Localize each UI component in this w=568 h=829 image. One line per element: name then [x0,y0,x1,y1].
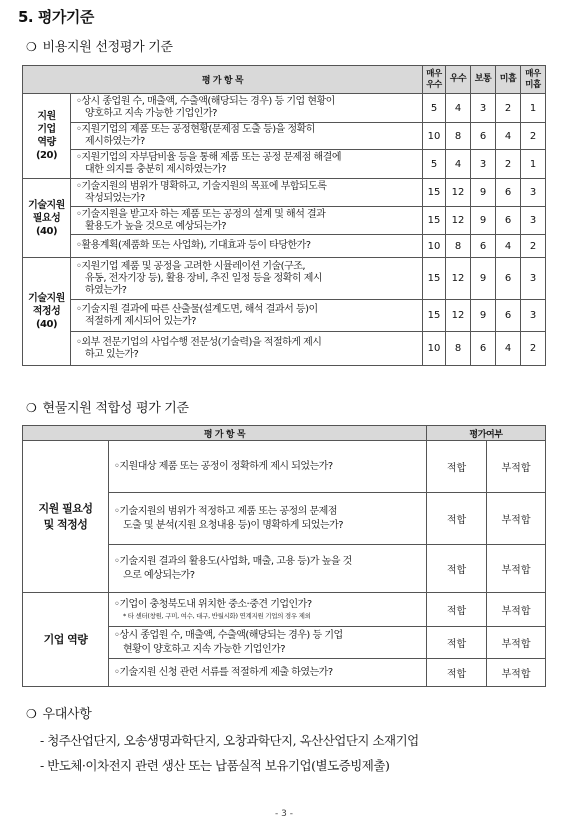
score-value: 1 [521,94,546,123]
score-value: 10 [423,332,446,366]
table-row [23,332,546,366]
header-score-label: 우수 [449,74,467,84]
category-label: 지원 [37,111,56,122]
header-result [427,426,546,441]
category-label: 및 적정성 [43,517,88,531]
header-score-1 [446,66,471,94]
criteria-line: ◦기술지원의 범위가 적정하고 제품 또는 공정의 문제점 [114,505,337,517]
header-score-4 [521,66,546,94]
score-value: 9 [471,179,496,207]
header-evaluation-items [23,66,423,94]
table-header-row [23,426,546,441]
criteria-note: * 타 센터(창원, 구미, 여수, 대구, 반월시화) 연계지원 기업의 경우 제외 [123,612,311,620]
score-value: 15 [423,207,446,235]
section1-heading-text: 비용지원 선정평가 기준 [42,40,173,55]
page-number: - 3 - [275,809,293,819]
criteria-line: 도출 및 분석(지원 요청내용 등)이 명확하게 되었는가? [123,519,344,531]
score-value: 6 [471,123,496,150]
criteria-line: ◦지원기업 제품 및 공정을 고려한 시뮬레이션 기술(구조, [76,260,306,272]
criteria-text [71,207,423,235]
result-pass: 적합 [427,545,487,593]
category-cell [23,441,109,593]
score-value: 9 [471,300,496,332]
result-fail: 부적합 [487,493,546,545]
score-value: 8 [446,123,471,150]
table-header-row [23,66,546,94]
result-fail: 부적합 [487,593,546,627]
page-title: 5. 평가기준 [18,8,94,26]
header-score-3 [496,66,521,94]
criteria-text [71,179,423,207]
table-row [23,94,546,123]
header-score-label: 매우 미흡 [525,68,541,90]
criteria-text [71,258,423,300]
criteria-text [71,123,423,150]
score-value: 6 [496,207,521,235]
score-value: 2 [496,94,521,123]
score-value: 2 [521,332,546,366]
preference-item: - 반도체·이차전지 관련 생산 또는 납품실적 보유기업(별도증빙제출) [40,758,390,773]
score-value: 12 [446,258,471,300]
criteria-line: 으로 예상되는가? [123,569,195,581]
score-value: 12 [446,300,471,332]
score-value: 2 [521,123,546,150]
header-score-0 [423,66,446,94]
criteria-text [109,493,427,545]
criteria-line: 대한 의지를 충분히 제시하였는가? [85,164,227,175]
category-label: 기술지원 [28,199,65,211]
score-value: 15 [423,179,446,207]
bullet-circle-icon: ❍ [26,40,37,54]
score-value: 1 [521,150,546,179]
score-value: 6 [496,179,521,207]
category-label: 적정성 [32,306,61,317]
header-score-label: 미흡 [499,74,517,84]
score-value: 6 [471,235,496,258]
category-label: (20) [35,150,58,161]
category-label: 필요성 [32,212,61,224]
score-value: 9 [471,258,496,300]
score-value: 12 [446,207,471,235]
criteria-text [71,150,423,179]
criteria-line: ◦지원대상 제품 또는 공정이 정확하게 제시 되었는가? [114,460,333,472]
section3-heading-text: 우대사항 [42,707,92,722]
score-value: 2 [496,150,521,179]
criteria-text [71,94,423,123]
score-value: 5 [423,150,446,179]
result-fail: 부적합 [487,627,546,659]
criteria-text [109,659,427,687]
result-fail: 부적합 [487,545,546,593]
result-fail: 부적합 [487,659,546,687]
score-value: 15 [423,258,446,300]
score-value: 4 [496,332,521,366]
score-value: 9 [471,207,496,235]
category-cell [23,258,71,366]
bullet-circle-icon: ❍ [26,707,37,721]
score-value: 10 [423,123,446,150]
table-row [23,258,546,300]
table-row [23,179,546,207]
criteria-text [109,441,427,493]
table-row [23,235,546,258]
table-row [23,441,546,493]
category-label: 역량 [37,137,56,148]
result-pass: 적합 [427,659,487,687]
criteria-line: ◦상시 종업원 수, 매출액, 수출액(해당되는 경우) 등 기업 현황이 [76,96,335,107]
header-score-label: 보통 [474,74,492,84]
category-cell [23,593,109,687]
header-evaluation-items [23,426,427,441]
table-row [23,207,546,235]
score-value: 8 [446,332,471,366]
category-label: (40) [35,225,58,237]
criteria-text [109,545,427,593]
section2-heading-text: 현물지원 적합성 평가 기준 [42,401,189,416]
criteria-line: 현황이 양호하고 지속 가능한 기업인가? [123,643,286,655]
criteria-text [71,235,423,258]
criteria-line: 하고 있는가? [85,348,139,360]
category-cell [23,179,71,258]
score-value: 2 [521,235,546,258]
score-value: 10 [423,235,446,258]
score-value: 3 [471,94,496,123]
criteria-line: ◦외부 전문기업의 사업수행 전문성(기술력)을 적절하게 제시 [76,336,322,348]
in-kind-support-evaluation-table [22,425,546,687]
header-score-label: 매우 우수 [426,68,442,90]
score-value: 6 [496,258,521,300]
criteria-line: 유동, 전자기장 등), 활용 장비, 추진 일정 등을 정확히 제시 [85,272,323,284]
criteria-text [71,300,423,332]
criteria-text [109,593,427,627]
score-value: 3 [471,150,496,179]
result-pass: 적합 [427,627,487,659]
score-value: 3 [521,258,546,300]
score-value: 8 [446,235,471,258]
result-pass: 적합 [427,441,487,493]
criteria-line: ◦활용계획(제품화 또는 사업화), 기대효과 등이 타당한가? [76,240,311,251]
category-label: 지원 필요성 [38,501,93,515]
score-value: 12 [446,179,471,207]
score-value: 6 [496,300,521,332]
criteria-line: ◦지원기업의 자부담비율 등을 통해 제품 또는 공정 문제점 해결에 [76,152,341,163]
score-value: 4 [446,150,471,179]
criteria-line: ◦기술지원의 범위가 명확하고, 기술지원의 목표에 부합되도록 [76,180,327,192]
table-row [23,593,546,627]
header-label: 평 가 항 목 [201,76,244,86]
criteria-text [71,332,423,366]
category-label: 기업 [37,124,56,135]
criteria-line: 적절하게 제시되어 있는가? [85,315,196,327]
criteria-line: ◦기술지원 결과에 따른 산출물(설계도면, 해석 결과서 등)이 [76,303,318,315]
score-value: 3 [521,300,546,332]
section1-heading [26,36,173,55]
section2-heading [26,397,189,416]
score-value: 3 [521,179,546,207]
criteria-line: 하였는가? [85,284,127,296]
header-score-2 [471,66,496,94]
criteria-line: 작성되었는가? [85,192,145,204]
table-row [23,123,546,150]
category-label: (40) [35,319,58,330]
criteria-line: 양호하고 지속 가능한 기업인가? [85,108,217,119]
section3-heading [26,703,92,722]
criteria-line: 활용도가 높을 것으로 예상되는가? [85,220,227,232]
result-pass: 적합 [427,493,487,545]
header-result-label: 평가여부 [469,429,503,440]
criteria-line: ◦상시 종업원 수, 매출액, 수출액(해당되는 경우) 등 기업 [114,629,343,641]
criteria-line: ◦기술지원 신청 관련 서류를 적절하게 제출 하였는가? [114,666,333,678]
result-pass: 적합 [427,593,487,627]
score-value: 5 [423,94,446,123]
table-row [23,300,546,332]
category-label: 기술지원 [28,293,65,304]
score-value: 15 [423,300,446,332]
score-value: 3 [521,207,546,235]
score-value: 6 [471,332,496,366]
category-cell [23,94,71,179]
cost-support-evaluation-table [22,65,546,366]
score-value: 4 [446,94,471,123]
criteria-line: ◦기술지원을 받고자 하는 제품 또는 공정의 설계 및 해석 결과 [76,208,326,220]
criteria-line: ◦기술지원 결과의 활용도(사업화, 매출, 고용 등)가 높을 것 [114,555,352,567]
criteria-line: 제시하였는가? [85,136,145,147]
category-label: 기업 역량 [43,632,88,646]
header-label: 평 가 항 목 [203,429,246,440]
preference-item: - 청주산업단지, 오송생명과학단지, 오창과학단지, 옥산산업단지 소재기업 [40,733,419,748]
table-row [23,150,546,179]
criteria-line: ◦기업이 충청북도내 위치한 중소·중견 기업인가? [114,599,312,610]
score-value: 4 [496,235,521,258]
bullet-circle-icon: ❍ [26,401,37,415]
criteria-line: ◦지원기업의 제품 또는 공정현황(문제점 도출 등)을 정확히 [76,124,315,135]
score-value: 4 [496,123,521,150]
criteria-text [109,627,427,659]
result-fail: 부적합 [487,441,546,493]
